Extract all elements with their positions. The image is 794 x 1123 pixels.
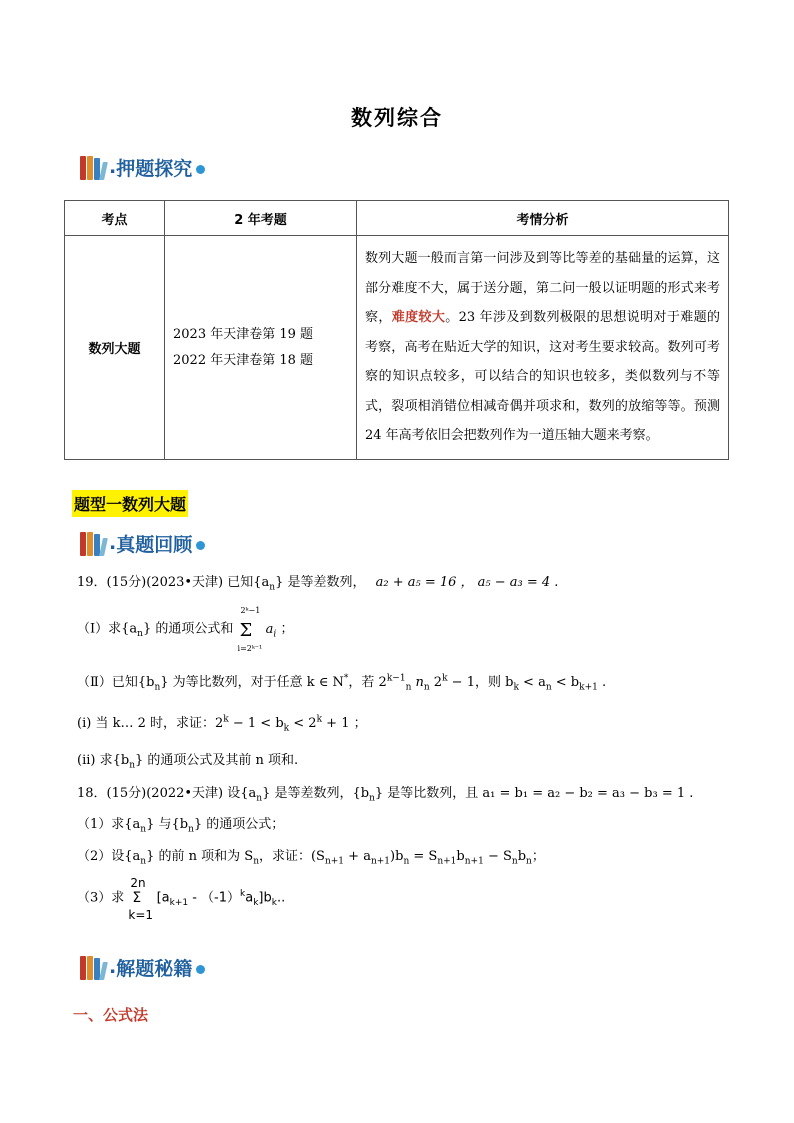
exam-analysis-table [64, 200, 729, 460]
exam-item: 2023 年天津卷第 19 题 [173, 326, 314, 342]
section-header-jieti: . 解题秘籍 [80, 952, 205, 982]
books-icon [80, 154, 107, 180]
topic-cell: 数列大题 [65, 236, 165, 460]
bullet-dot-icon [196, 541, 205, 550]
section-header-zhenti: . 真题回顾 [80, 528, 205, 558]
method-heading: 一、公式法 [73, 1006, 149, 1024]
section-header-yati: . 押题探究 [80, 152, 205, 182]
books-icon [80, 954, 107, 980]
sigma-icon: 2ᵏ−1 Σ i=2ᵏ⁻¹ [237, 606, 263, 653]
q19-part2: （Ⅱ）已知$\{b_n\}$ 为等比数列，对于任意 k ∈ N*，若 $2^{k-1}_n$ $n_n$ $2^k - 1$，则 $b_k < a_n < b_{k+1}$ . [77, 673, 607, 693]
table-header: 2 年考题 [165, 201, 357, 236]
question-type-label: 题型一数列大题 [72, 490, 188, 517]
q18-part1: （1）求$\{a_n\}$ 与$\{b_n\}$ 的通项公式； [77, 817, 285, 835]
section-title: 押题探究 [116, 157, 193, 180]
q19-part-i: (i) 当 k… 2 时，求证：$2^k - 1 < b_k < 2^k + 1$ ； [77, 714, 367, 734]
exam-item: 2022 年天津卷第 18 题 [173, 352, 314, 368]
q18-part2: （2）设$\{a_n\}$ 的前 n 项和为 $S_n$，求证：$(S_{n+1} + a_{n+1})b_n = S_{n+1}b_{n+1} - S_nb_n$； [77, 849, 545, 867]
sigma-icon: 2n Σ k=1 [128, 876, 154, 922]
table-header: 考点 [65, 201, 165, 236]
page-title: 数列综合 [351, 106, 443, 130]
q19-part1: （Ⅰ）求$\{a_n\}$ 的通项公式和 2ᵏ−1 Σ i=2ᵏ⁻¹ $a_i$ ； [77, 606, 294, 653]
table-header: 考情分析 [357, 201, 729, 236]
analysis-text: 数列大题一般而言第一问涉及到等比等差的基础量的运算，这部分难度不大，属于送分题，第二问一般以证明题的形式来考察， [365, 251, 720, 326]
section-title: 解题秘籍 [116, 957, 193, 980]
exams-cell [165, 236, 357, 460]
analysis-cell [357, 236, 729, 460]
bullet-dot-icon [196, 965, 205, 974]
books-icon [80, 530, 107, 556]
q19-part-ii: (ii) 求$\{b_n\}$ 的通项公式及其前 n 项和. [77, 753, 299, 771]
q19-stem: 19．(15分)(2023•天津) 已知$\{a_n\}$ 是等差数列， a₂ + a₅ = 16 ， a₅ − a₃ = 4 . [77, 575, 559, 593]
bullet-dot-icon [196, 165, 205, 174]
q18-stem: 18．(15分)(2022•天津) 设$\{a_n\}$ 是等差数列，$\{b_n\}$ 是等比数列，且 a₁ = b₁ = a₂ − b₂ = a₃ − b₃ = 1 . [77, 786, 694, 804]
analysis-text: 。23 年涉及到数列极限的思想说明对于难题的考察，高考在贴近大学的知识，这对考生要求较高。数列可考察的知识点较多，可以结合的知识也较多，类似数列与不等式，裂项相消错位相减奇偶并项求和，数列的放缩等等。预测 24 年高考依旧会把数列作为一道压轴大题来考察。 [365, 310, 720, 444]
analysis-highlight: 难度较大 [391, 310, 446, 326]
q18-part3: （3）求 2n Σ k=1 $[a_{k+1} - (-1)^ka_k]b_k$.. [77, 876, 286, 922]
section-title: 真题回顾 [116, 533, 193, 556]
